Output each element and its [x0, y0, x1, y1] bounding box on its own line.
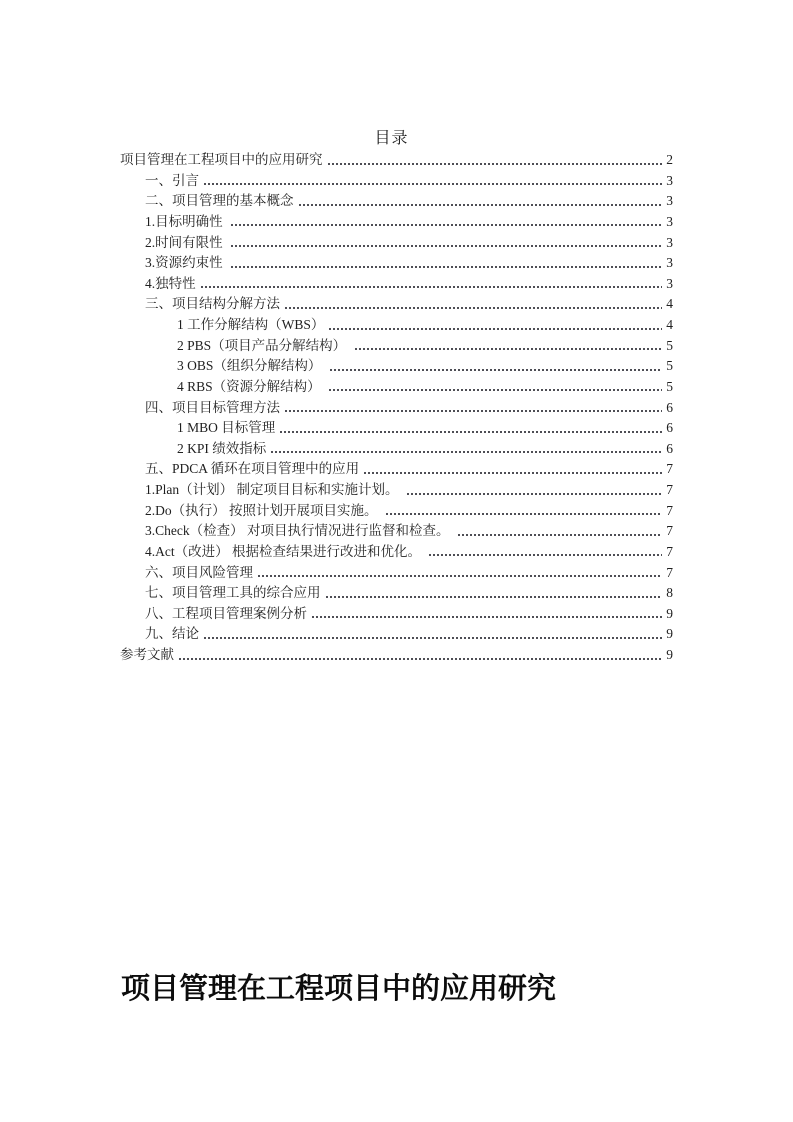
toc-entry-label: 2 PBS（项目产品分解结构）	[177, 337, 350, 353]
toc-entry-page-number: 7	[666, 461, 673, 477]
toc-entry[interactable]	[120, 336, 673, 357]
toc-dot-leader	[384, 501, 662, 522]
toc-dot-leader	[327, 377, 662, 398]
toc-entry-label: 1 MBO 目标管理	[177, 420, 276, 436]
toc-entry-label: 3 OBS（组织分解结构）	[177, 358, 325, 374]
toc-dot-leader	[278, 418, 662, 439]
toc-dot-leader	[177, 645, 662, 666]
toc-dot-leader	[283, 398, 662, 419]
toc-entry-label: 2.Do（执行） 按照计划开展项目实施。	[145, 502, 381, 518]
toc-entry[interactable]	[120, 398, 673, 419]
toc-entry-label: 三、项目结构分解方法	[145, 296, 280, 312]
toc-entry-page-number: 5	[666, 337, 673, 353]
toc-dot-leader	[405, 480, 662, 501]
toc-entry-label: 4.独特性	[145, 275, 196, 291]
toc-entry-label: 4 RBS（资源分解结构）	[177, 378, 325, 394]
toc-entry[interactable]	[120, 191, 673, 212]
toc-entry-label: 1.Plan（计划） 制定项目目标和实施计划。	[145, 482, 402, 497]
toc-entry[interactable]	[120, 418, 673, 439]
toc-dot-leader	[310, 604, 662, 625]
toc-entry[interactable]	[120, 294, 673, 315]
toc-entry-label: 二、项目管理的基本概念	[145, 193, 294, 209]
toc-entry-page-number: 3	[666, 172, 673, 188]
toc-entry-label: 参考文献	[120, 647, 174, 662]
toc-title: 目录	[374, 130, 409, 147]
toc-entry[interactable]	[120, 212, 673, 233]
toc-entry[interactable]	[120, 480, 673, 501]
toc-dot-leader	[202, 171, 662, 192]
toc-entry[interactable]	[120, 459, 673, 480]
toc-entry-page-number: 5	[666, 358, 673, 374]
table-of-contents	[120, 128, 673, 666]
toc-entry-page-number: 3	[666, 213, 673, 229]
toc-entry[interactable]	[120, 645, 673, 666]
toc-entry[interactable]	[120, 563, 673, 584]
toc-entry-label: 七、项目管理工具的综合应用	[145, 585, 321, 601]
toc-dot-leader	[326, 150, 663, 171]
toc-entry-page-number: 3	[666, 275, 673, 291]
toc-entry[interactable]	[120, 521, 673, 542]
toc-entry[interactable]	[120, 542, 673, 563]
toc-entry[interactable]	[120, 150, 673, 171]
toc-entry[interactable]	[120, 171, 673, 192]
toc-dot-leader	[229, 212, 662, 233]
toc-entry-page-number: 9	[666, 605, 673, 621]
toc-dot-leader	[297, 191, 663, 212]
toc-dot-leader	[229, 233, 662, 254]
toc-dot-leader	[283, 294, 662, 315]
toc-entry-page-number: 2	[666, 152, 673, 167]
toc-entry-page-number: 8	[666, 585, 673, 601]
toc-entry-label: 八、工程项目管理案例分析	[145, 605, 307, 621]
toc-entry-page-number: 7	[666, 523, 673, 539]
document-title-heading: 项目管理在工程项目中的应用研究	[121, 973, 557, 1005]
toc-entry[interactable]	[120, 501, 673, 522]
toc-entry-page-number: 7	[666, 482, 673, 497]
toc-entry-label: 3.Check（检查） 对项目执行情况进行监督和检查。	[145, 523, 453, 539]
toc-dot-leader	[269, 439, 662, 460]
toc-entry-page-number: 3	[666, 193, 673, 209]
toc-entry-label: 3.资源约束性	[145, 255, 226, 271]
toc-entry-page-number: 7	[666, 564, 673, 580]
toc-list	[120, 150, 673, 666]
toc-entry[interactable]	[120, 274, 673, 295]
toc-dot-leader	[362, 459, 662, 480]
toc-dot-leader	[456, 521, 662, 542]
toc-entry-label: 五、PDCA 循环在项目管理中的应用	[145, 461, 360, 477]
toc-entry-page-number: 6	[666, 420, 673, 436]
toc-entry-page-number: 6	[666, 440, 673, 456]
toc-entry-label: 4.Act（改进） 根据检查结果进行改进和优化。	[145, 543, 425, 559]
toc-entry-page-number: 5	[666, 378, 673, 394]
toc-dot-leader	[229, 253, 662, 274]
toc-entry-label: 1.目标明确性	[145, 213, 226, 229]
toc-entry[interactable]	[120, 377, 673, 398]
toc-entry-label: 1 工作分解结构（WBS）	[177, 317, 325, 332]
toc-entry[interactable]	[120, 604, 673, 625]
toc-entry[interactable]	[120, 439, 673, 460]
toc-entry-label: 四、项目目标管理方法	[145, 399, 280, 415]
toc-entry[interactable]	[120, 583, 673, 604]
toc-dot-leader	[328, 356, 662, 377]
toc-entry-label: 项目管理在工程项目中的应用研究	[120, 152, 323, 167]
toc-dot-leader	[199, 274, 662, 295]
toc-entry-page-number: 7	[666, 502, 673, 518]
toc-entry-page-number: 9	[666, 647, 673, 662]
toc-entry[interactable]	[120, 624, 673, 645]
toc-entry[interactable]	[120, 315, 673, 336]
toc-entry[interactable]	[120, 233, 673, 254]
toc-dot-leader	[256, 563, 662, 584]
toc-entry-page-number: 3	[666, 234, 673, 250]
toc-entry-page-number: 7	[666, 543, 673, 559]
toc-entry[interactable]	[120, 253, 673, 274]
toc-entry-page-number: 4	[666, 317, 673, 332]
toc-entry-page-number: 3	[666, 255, 673, 271]
toc-entry-page-number: 6	[666, 399, 673, 415]
toc-entry-label: 一、引言	[145, 172, 199, 188]
toc-entry-page-number: 9	[666, 626, 673, 642]
toc-entry-label: 2.时间有限性	[145, 234, 226, 250]
toc-entry-label: 九、结论	[145, 626, 199, 642]
toc-dot-leader	[353, 336, 662, 357]
toc-entry-label: 2 KPI 绩效指标	[177, 440, 267, 456]
toc-dot-leader	[427, 542, 662, 563]
toc-entry[interactable]	[120, 356, 673, 377]
toc-dot-leader	[202, 624, 662, 645]
toc-dot-leader	[327, 315, 662, 336]
toc-dot-leader	[324, 583, 663, 604]
toc-entry-label: 六、项目风险管理	[145, 564, 253, 580]
toc-entry-page-number: 4	[666, 296, 673, 312]
